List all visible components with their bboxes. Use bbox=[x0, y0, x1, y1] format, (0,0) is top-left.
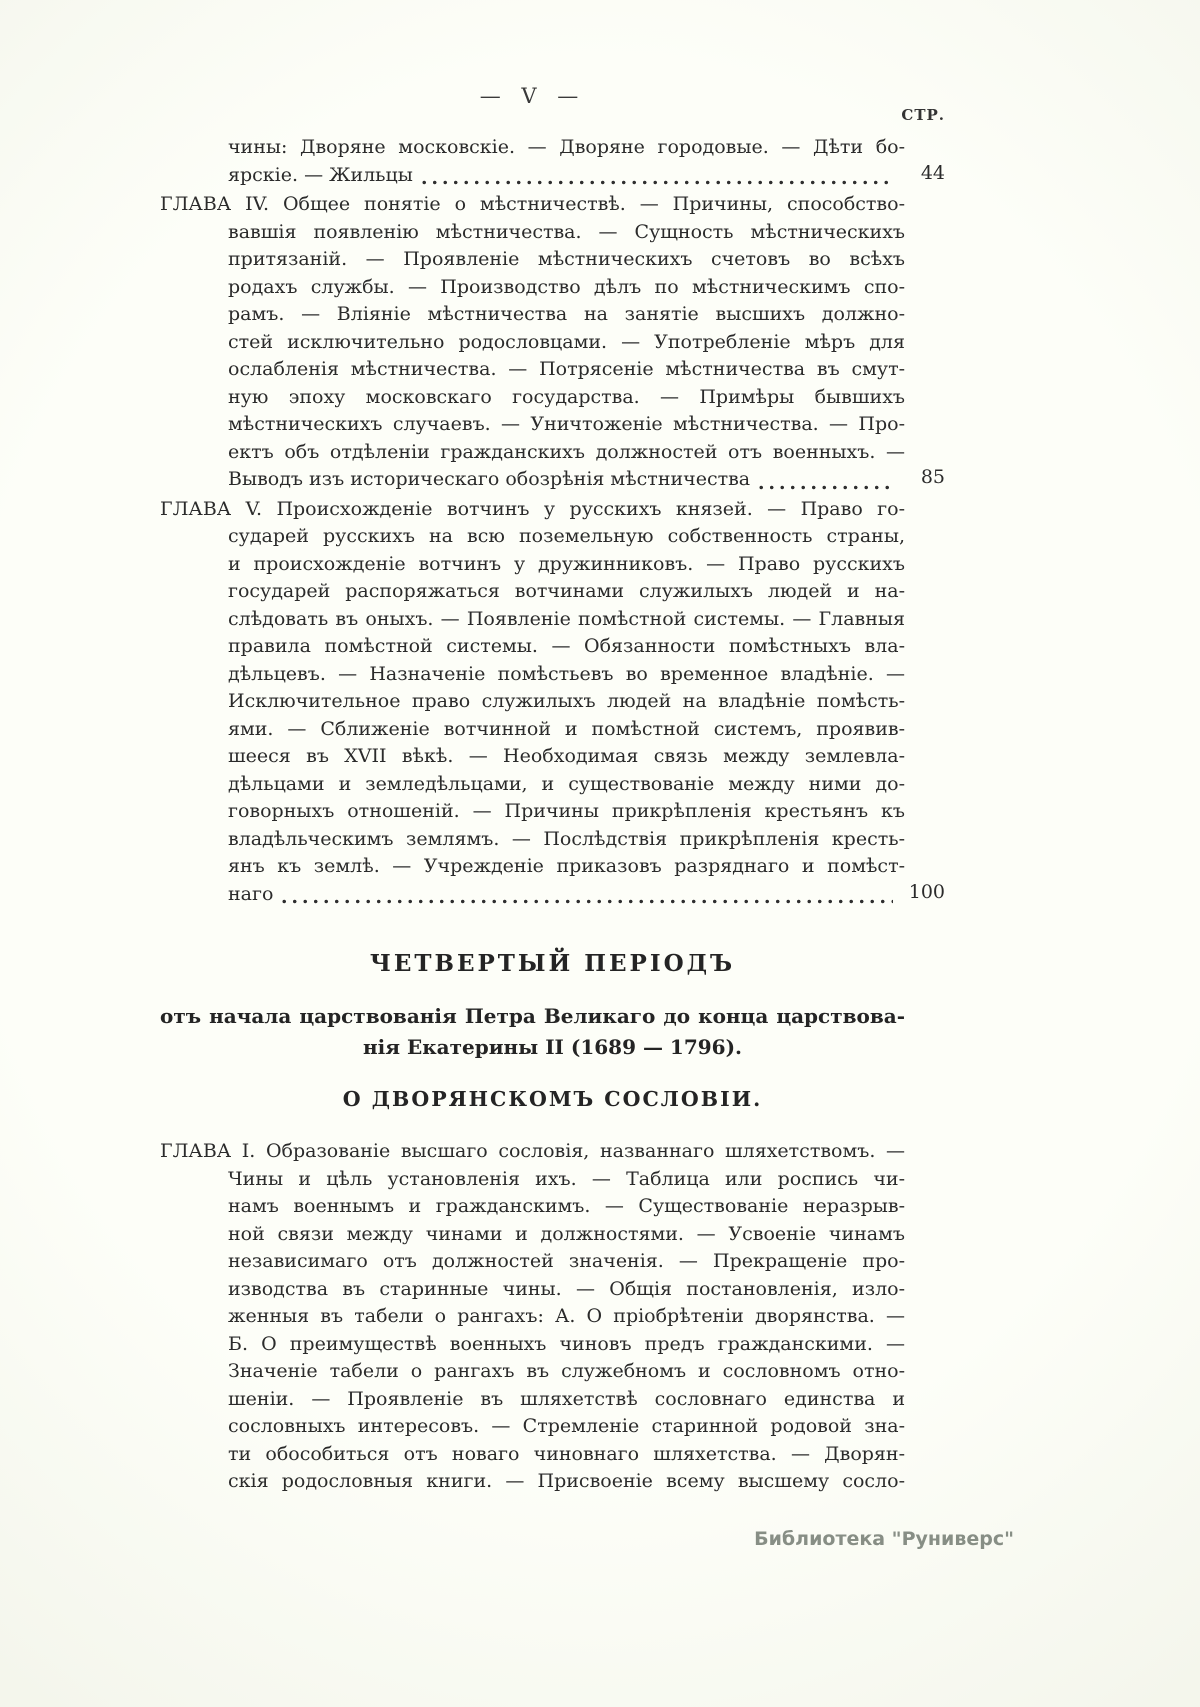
section-subtitle-line-1: отъ начала царствованія Петра Великаго до конца царствова- bbox=[160, 1004, 905, 1028]
toc-entry-lines bbox=[228, 134, 905, 162]
toc-line: рамъ. — Вліяніе мѣстничества на занятіе высшихъ должно- bbox=[228, 303, 905, 325]
dot-leader bbox=[759, 485, 893, 490]
toc-line: шееся въ XVII вѣкѣ. — Необходимая связь между землевла- bbox=[228, 745, 905, 767]
toc-line: сударей русскихъ на всю поземельную собственность страны, bbox=[228, 525, 905, 547]
toc-line: правила помѣстной системы. — Обязанности помѣстныхъ вла- bbox=[228, 635, 905, 657]
toc-line: ослабленія мѣстничества. — Потрясеніе мѣстничества въ смут- bbox=[228, 358, 905, 380]
dot-leader bbox=[282, 899, 893, 904]
toc-last-line bbox=[228, 466, 905, 494]
toc-line: женныя въ табели о рангахъ: А. О пріобрѣтеніи дворянства. — bbox=[228, 1305, 905, 1327]
toc-page-number: 44 bbox=[920, 161, 945, 184]
toc-entry-lines bbox=[160, 1138, 905, 1496]
toc-line: государей распоряжаться вотчинами служилыхъ людей и на- bbox=[228, 580, 905, 602]
section-subtitle bbox=[160, 1001, 945, 1063]
page-header bbox=[160, 84, 945, 134]
page-roman-numeral: — V — bbox=[479, 84, 586, 108]
page-content bbox=[160, 84, 945, 1496]
toc-line: ной связи между чинами и должностями. — Усвоеніе чинамъ bbox=[228, 1222, 905, 1245]
toc-last-line-text: ярскіе. — Жильцы bbox=[228, 163, 413, 186]
toc-line: ГЛАВА I. Образованіе высшаго сословія, названнаго шляхетствомъ. — bbox=[160, 1140, 905, 1162]
toc-line: Чины и цѣль установленія ихъ. — Таблица или роспись чи- bbox=[228, 1167, 905, 1190]
toc-line: чины: Дворяне московскіе. — Дворяне городовые. — Дѣти бо- bbox=[228, 136, 905, 158]
toc-last-line bbox=[228, 881, 905, 909]
toc-line: независимаго отъ должностей значенія. — Прекращеніе про- bbox=[228, 1250, 905, 1272]
toc-line: янъ къ землѣ. — Учрежденіе приказовъ разряднаго и помѣст- bbox=[228, 855, 905, 877]
toc-line: мѣстническихъ случаевъ. — Уничтоженіе мѣстничества. — Про- bbox=[228, 413, 905, 435]
toc-page-number: 85 bbox=[920, 466, 945, 488]
section-subheading: О ДВОРЯНСКОМЪ СОСЛОВІИ. bbox=[342, 1087, 763, 1111]
toc-entry-chapter-4 bbox=[160, 191, 945, 494]
toc-line: говорныхъ отношеній. — Причины прикрѣпленія крестьянъ къ bbox=[228, 800, 905, 822]
toc-line: вавшія появленію мѣстничества. — Сущность мѣстническихъ bbox=[228, 220, 905, 243]
toc-line: дѣльцевъ. — Назначеніе помѣстьевъ во временное владѣніе. — bbox=[228, 662, 905, 685]
toc-line: сословныхъ интересовъ. — Стремленіе старинной родовой зна- bbox=[228, 1415, 905, 1437]
toc-line: намъ военнымъ и гражданскимъ. — Существованіе неразрыв- bbox=[228, 1195, 905, 1217]
toc-line: ти обособиться отъ новаго чиновнаго шляхетства. — Дворян- bbox=[228, 1442, 905, 1465]
toc-entry-chapter-5 bbox=[160, 496, 945, 909]
toc-line: ную эпоху московскаго государства. — Примѣры бывшихъ bbox=[228, 385, 905, 408]
toc-line: Исключительное право служилыхъ людей на владѣніе помѣсть- bbox=[228, 690, 905, 712]
toc-page-number: 100 bbox=[908, 880, 945, 903]
toc-entry-continuation bbox=[160, 134, 945, 189]
toc-line: Б. О преимуществѣ военныхъ чиновъ предъ гражданскими. — bbox=[228, 1332, 905, 1355]
toc-last-line-text: Выводъ изъ историческаго обозрѣнія мѣстничества bbox=[228, 468, 751, 490]
toc-line: ектъ объ отдѣленіи гражданскихъ должностей отъ военныхъ. — bbox=[228, 440, 905, 463]
toc-line: родахъ службы. — Производство дѣлъ по мѣстническимъ спо- bbox=[228, 275, 905, 298]
toc-line: слѣдовать въ оныхъ. — Появленіе помѣстной системы. — Главныя bbox=[228, 607, 905, 630]
toc-line: притязаній. — Проявленіе мѣстническихъ счетовъ во всѣхъ bbox=[228, 248, 905, 270]
table-of-contents-period-4 bbox=[160, 1138, 945, 1496]
toc-entry-lines bbox=[160, 191, 905, 466]
table-of-contents bbox=[160, 134, 945, 908]
toc-line: скія родословныя книги. — Присвоеніе всему высшему сосло- bbox=[228, 1470, 905, 1492]
toc-last-line bbox=[228, 162, 905, 190]
page-column-label: СТР. bbox=[901, 106, 945, 124]
toc-entry-chapter-1 bbox=[160, 1138, 945, 1496]
toc-last-line-text: наго bbox=[228, 882, 274, 905]
dot-leader bbox=[422, 180, 893, 185]
toc-line: ями. — Сближеніе вотчинной и помѣстной системъ, проявив- bbox=[228, 717, 905, 740]
toc-line: шеніи. — Проявленіе въ шляхетствѣ сословнаго единства и bbox=[228, 1387, 905, 1410]
toc-line: Значеніе табели о рангахъ въ служебномъ и сословномъ отно- bbox=[228, 1360, 905, 1382]
toc-line: ГЛАВА IV. Общее понятіе о мѣстничествѣ. — Причины, способство- bbox=[160, 193, 905, 215]
section-subtitle-line-2: нія Екатерины II (1689 — 1796). bbox=[362, 1035, 743, 1059]
toc-line: стей исключительно родословцами. — Употребленіе мѣръ для bbox=[228, 330, 905, 353]
toc-line: изводства въ старинные чины. — Общія постановленія, изло- bbox=[228, 1277, 905, 1300]
section-period-title: ЧЕТВЕРТЫЙ ПЕРІОДЪ bbox=[369, 950, 736, 977]
toc-line: и происхожденіе вотчинъ у дружинниковъ. — Право русскихъ bbox=[228, 552, 905, 575]
toc-entry-lines bbox=[160, 496, 905, 881]
toc-line: владѣльческимъ землямъ. — Послѣдствія прикрѣпленія кресть- bbox=[228, 827, 905, 850]
toc-line: ГЛАВА V. Происхожденіе вотчинъ у русскихъ князей. — Право го- bbox=[160, 497, 905, 520]
toc-line: дѣльцами и земледѣльцами, и существованіе между ними до- bbox=[228, 772, 905, 795]
library-watermark: Библиотека "Руниверс" bbox=[754, 1528, 1014, 1550]
